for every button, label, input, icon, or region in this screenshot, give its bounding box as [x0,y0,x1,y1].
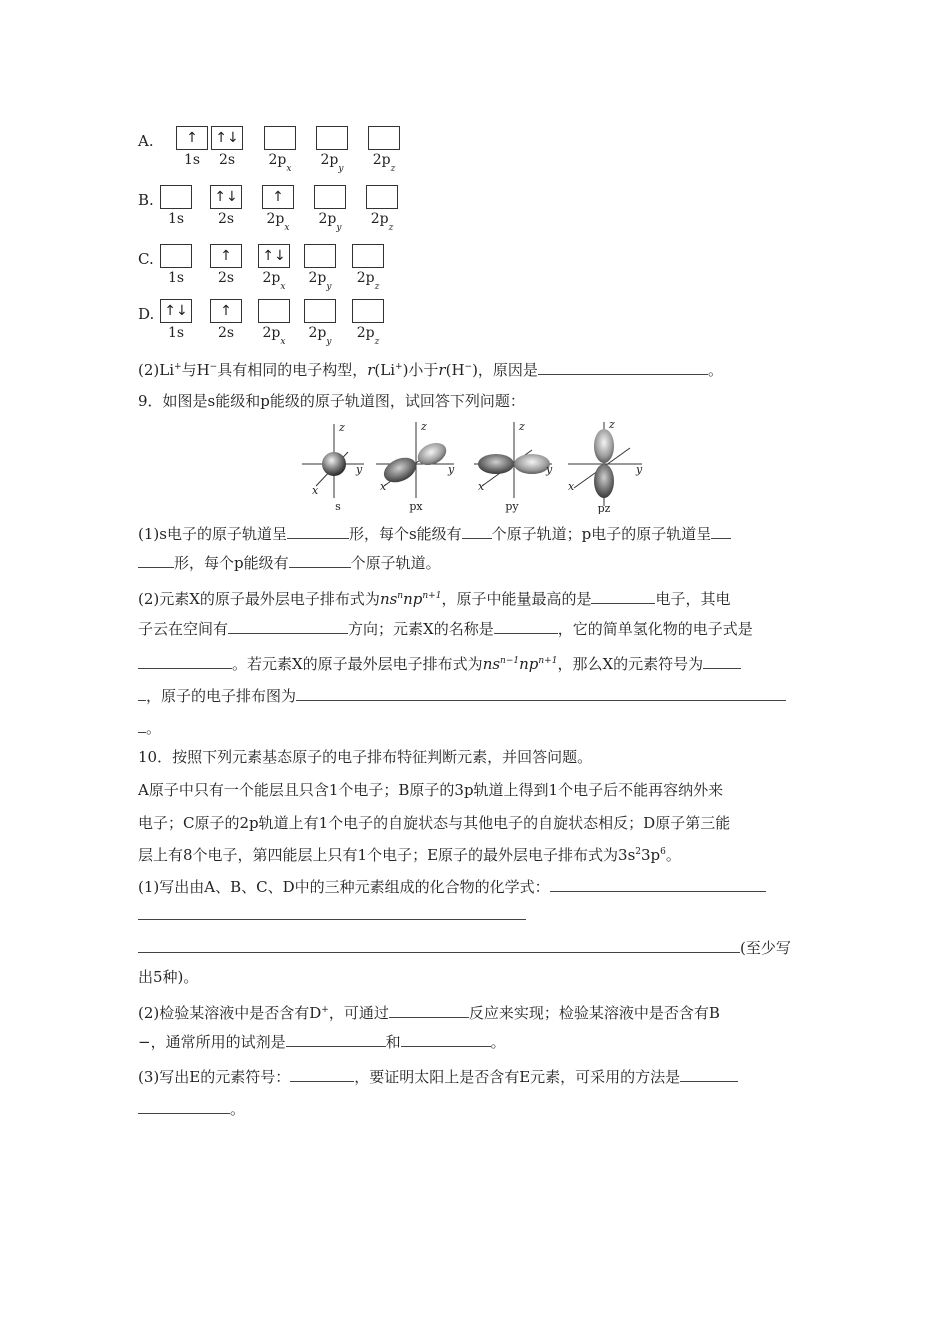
orbital-cell [160,244,198,289]
orbital-cell [262,185,300,233]
text: − [138,1033,151,1051]
option-letter: B. [138,191,154,209]
q10-title: 10．按照下列元素基态原子的电子排布特征判断元素，并回答问题。 [138,748,593,766]
q10-part2-line1 [138,999,814,1024]
q9-part2-line1 [138,585,814,610]
orbital-label [176,152,208,171]
axis-label: z [339,421,345,434]
q9-part2-line5 [138,716,814,739]
sup: n [397,591,404,601]
orbital-box [366,185,398,209]
q9-part1-line1 [138,522,814,545]
orbital-label-main: 2p [266,211,285,227]
orbital-label [304,325,336,347]
orbital-cell [210,244,248,289]
orbital-label [352,270,384,292]
text: ，那么X的元素符号为 [557,655,704,673]
text: 。 [490,1033,506,1051]
px-orbital [376,422,454,498]
orbital-cell [264,126,302,174]
orbital-box: ↑↓ [211,126,243,150]
text: (1)写出由A、B、C、D中的三种元素组成的化合物的化学式： [138,878,550,896]
orbital-label-main: 1s [167,211,185,227]
orbital-label-main: 2s [218,152,236,168]
sup: + [395,362,403,372]
orbital-box: ↑ [210,244,242,268]
q9-title: 9．如图是s能级和p能级的原子轨道图，试回答下列问题： [138,392,525,410]
orbital-box [160,185,192,209]
answer-blank[interactable] [591,587,655,604]
orbital-box: ↑↓ [160,299,192,323]
orbital-label [258,325,290,347]
orbital-label [160,211,192,230]
orbital-label-main: 2p [372,152,391,168]
py-lobe-light [514,454,550,474]
orbital-label [368,152,400,174]
orbital-name-s: s [335,500,341,513]
orbital-cell [210,299,248,344]
orbital-cell [352,244,390,292]
orbital-label-sub: z [390,163,396,174]
text: ns [482,655,501,673]
orbital-label-main: 1s [183,152,201,168]
orbital-box [304,244,336,268]
answer-blank[interactable] [296,684,786,701]
sup: 2 [635,847,642,857]
text: 。 [707,361,723,379]
orbital-label-sub: x [280,281,286,292]
answer-blank[interactable] [389,1001,469,1018]
py-lobe-dark [478,454,514,474]
orbital-box [160,244,192,268]
answer-blank[interactable] [138,652,232,669]
text: 电子，其电 [655,590,731,608]
px-lobe-light [414,439,450,470]
axis-label: z [609,418,615,431]
orbital-name-py: py [505,500,519,513]
text: 。 [146,719,162,737]
orbital-label [352,325,384,347]
text: 与H [181,361,210,379]
text: r [367,361,375,379]
orbital-label [304,270,336,292]
orbital-label [262,211,294,233]
orbital-label-main: 2s [217,211,235,227]
text: )，原因是 [472,361,538,379]
orbital-label-sub: y [336,222,342,233]
sup: n+1 [538,656,558,666]
orbital-cell [316,126,354,174]
axis-label: y [546,463,553,476]
orbital-names [335,500,610,514]
orbital-cell [352,299,390,347]
answer-blank[interactable] [138,1097,230,1114]
option-letter: C. [138,250,154,268]
orbital-box [316,126,348,150]
answer-blank[interactable] [550,875,766,892]
orbital-label [366,211,398,233]
text: 具有相同的电子构型， [217,361,368,379]
orbital-label-main: 2p [356,270,375,286]
text: (Li [374,361,396,379]
q10-part2-line2 [138,1030,814,1053]
orbital-cell [176,126,214,171]
answer-blank[interactable] [462,522,492,539]
orbital-cell [258,299,296,347]
sup: n−1 [500,656,520,666]
orbital-label-main: 2p [308,270,327,286]
text: 和 [385,1033,401,1051]
text: np [519,655,539,673]
text: ，可通过 [328,1004,389,1022]
orbital-cell [304,244,342,292]
text: ，原子的电子排布图为 [146,687,297,705]
answer-blank[interactable] [290,1065,354,1082]
text: (2)元素X的原子最外层电子排布式为 [138,590,380,608]
q10-part1-line3 [138,936,814,959]
orbital-box [368,126,400,150]
answer-blank[interactable] [703,652,741,669]
text: 层上有8个电子，第四能层上只有1个电子；E原子的最外层电子排布式为3s [138,846,636,864]
text: 个原子轨道；p电子的原子轨道呈 [491,525,712,543]
axis-label: x [312,484,319,497]
orbital-name-pz: pz [597,502,611,514]
answer-blank[interactable] [711,522,731,539]
orbital-cell [210,185,248,230]
orbital-label-sub: x [280,336,286,347]
orbital-cell [211,126,249,171]
axis-label: y [636,463,643,476]
orbital-box: ↑ [210,299,242,323]
text: 反应来实现；检验某溶液中是否含有B [468,1004,720,1022]
q9-part1-line2 [138,551,814,574]
orbital-label-main: 2p [318,211,337,227]
q8-part2 [138,356,814,381]
text: 子云在空间有 [138,620,229,638]
orbital-label-sub: z [388,222,394,233]
orbital-cell [160,185,198,230]
answer-blank[interactable] [538,358,708,375]
answer-rule[interactable] [138,919,526,920]
orbital-label [160,270,192,289]
text: ，它的简单氢化物的电子式是 [557,620,753,638]
orbital-label-main: 1s [167,325,185,341]
text: )小于 [402,361,439,379]
orbital-label-sub: z [374,336,380,347]
sup: n+1 [422,591,442,601]
orbital-label-main: 2p [320,152,339,168]
orbital-box [264,126,296,150]
orbital-label-sub: y [338,163,344,174]
q10-part3-line1 [138,1065,814,1088]
text: 方向；元素X的名称是 [348,620,494,638]
text: (H [445,361,465,379]
orbital-label [314,211,346,233]
q10-part3-line2 [138,1097,814,1120]
text: (1)s电子的原子轨道呈 [138,525,287,543]
q9-part2-line2 [138,617,814,640]
orbital-label [160,325,192,344]
text: r [438,361,446,379]
text: 。 [665,846,681,864]
orbital-label-sub: x [284,222,290,233]
orbital-box [352,299,384,323]
orbital-label-sub: z [374,281,380,292]
orbital-figure [298,418,650,514]
axis-label: z [519,420,525,433]
answer-blank[interactable] [289,551,351,568]
axis-label: z [421,420,427,433]
orbital-label-main: 2s [217,325,235,341]
answer-blank[interactable] [138,684,146,701]
text: (2)Li [138,361,175,379]
answer-blank[interactable] [138,936,740,953]
text: 3p [641,846,661,864]
orbital-label-main: 2p [356,325,375,341]
orbital-label-main: 2p [262,325,281,341]
answer-blank[interactable] [287,522,349,539]
q9-part2-line3 [138,650,814,675]
text: (3)写出E的元素符号： [138,1068,291,1086]
option-letter: D. [138,305,155,323]
sup: − [464,362,473,372]
text: 形，每个p能级有 [174,554,289,572]
text: 个原子轨道。 [350,554,441,572]
sup: − [209,362,218,372]
orbital-box: ↑↓ [210,185,242,209]
orbital-label-sub: y [326,281,332,292]
text: (2)检验某溶液中是否含有D [138,1004,322,1022]
answer-blank[interactable] [494,617,558,634]
orbital-label-main: 1s [167,270,185,286]
sup: + [174,362,182,372]
axis-label: y [356,463,363,476]
orbital-box [258,299,290,323]
axis-label: x [478,480,485,493]
sup: 6 [660,847,666,857]
text: ns [379,590,398,608]
q10-desc-2: 电子；C原子的2p轨道上有1个电子的自旋状态与其他电子的自旋状态相反；D原子第三能 [138,814,731,832]
answer-blank[interactable] [138,551,174,568]
orbital-label-main: 2p [308,325,327,341]
orbital-box: ↑↓ [258,244,290,268]
q10-part1-line1 [138,875,814,898]
orbital-label-sub: y [326,336,332,347]
pz-lobe-light [594,429,614,463]
orbital-cell [366,185,404,233]
option-letter: A. [138,132,154,150]
answer-blank[interactable] [228,617,348,634]
q10-part1-line4: 出5种)。 [138,968,199,986]
text: ，要证明太阳上是否含有E元素，可采用的方法是 [354,1068,681,1086]
orbital-cell [368,126,406,174]
orbital-label [210,211,242,230]
text: np [403,590,423,608]
orbital-cell [258,244,296,292]
orbital-label [258,270,290,292]
orbital-box: ↑ [176,126,208,150]
orbital-label-main: 2p [262,270,281,286]
axis-label: y [448,463,455,476]
answer-blank[interactable] [138,716,146,733]
orbital-cell [314,185,352,233]
answer-blank[interactable] [680,1065,738,1082]
orbital-box [304,299,336,323]
text: 形，每个s能级有 [348,525,462,543]
q9-part2-line4 [138,684,814,707]
axis-label: x [380,480,387,493]
axis-label: x [568,480,575,493]
s-orbital-sphere [322,452,346,476]
orbital-label-main: 2s [217,270,235,286]
orbital-label [264,152,296,174]
orbital-label-main: 2p [268,152,287,168]
orbital-box [314,185,346,209]
text: (至少写 [740,939,791,957]
answer-blank[interactable] [286,1030,386,1047]
sup: + [321,1005,329,1015]
orbital-cell [160,299,198,344]
orbital-label [211,152,243,171]
orbital-label [316,152,348,174]
text: 。若元素X的原子最外层电子排布式为 [232,655,483,673]
orbital-label [210,270,242,289]
orbital-label [210,325,242,344]
q10-desc-3 [138,841,814,866]
axis-labels [312,418,643,497]
text: 。 [230,1100,246,1118]
text: ，通常所用的试剂是 [150,1033,286,1051]
pz-lobe-dark [594,464,614,498]
orbital-label-sub: x [286,163,292,174]
orbital-box: ↑ [262,185,294,209]
answer-blank[interactable] [401,1030,491,1047]
q10-desc-1: A原子中只有一个能层且只含1个电子；B原子的3p轨道上得到1个电子后不能再容纳外来 [138,781,724,799]
text: ，原子中能量最高的是 [441,590,592,608]
orbital-name-px: px [409,500,423,513]
orbital-cell [304,299,342,347]
orbital-box [352,244,384,268]
orbital-label-main: 2p [370,211,389,227]
